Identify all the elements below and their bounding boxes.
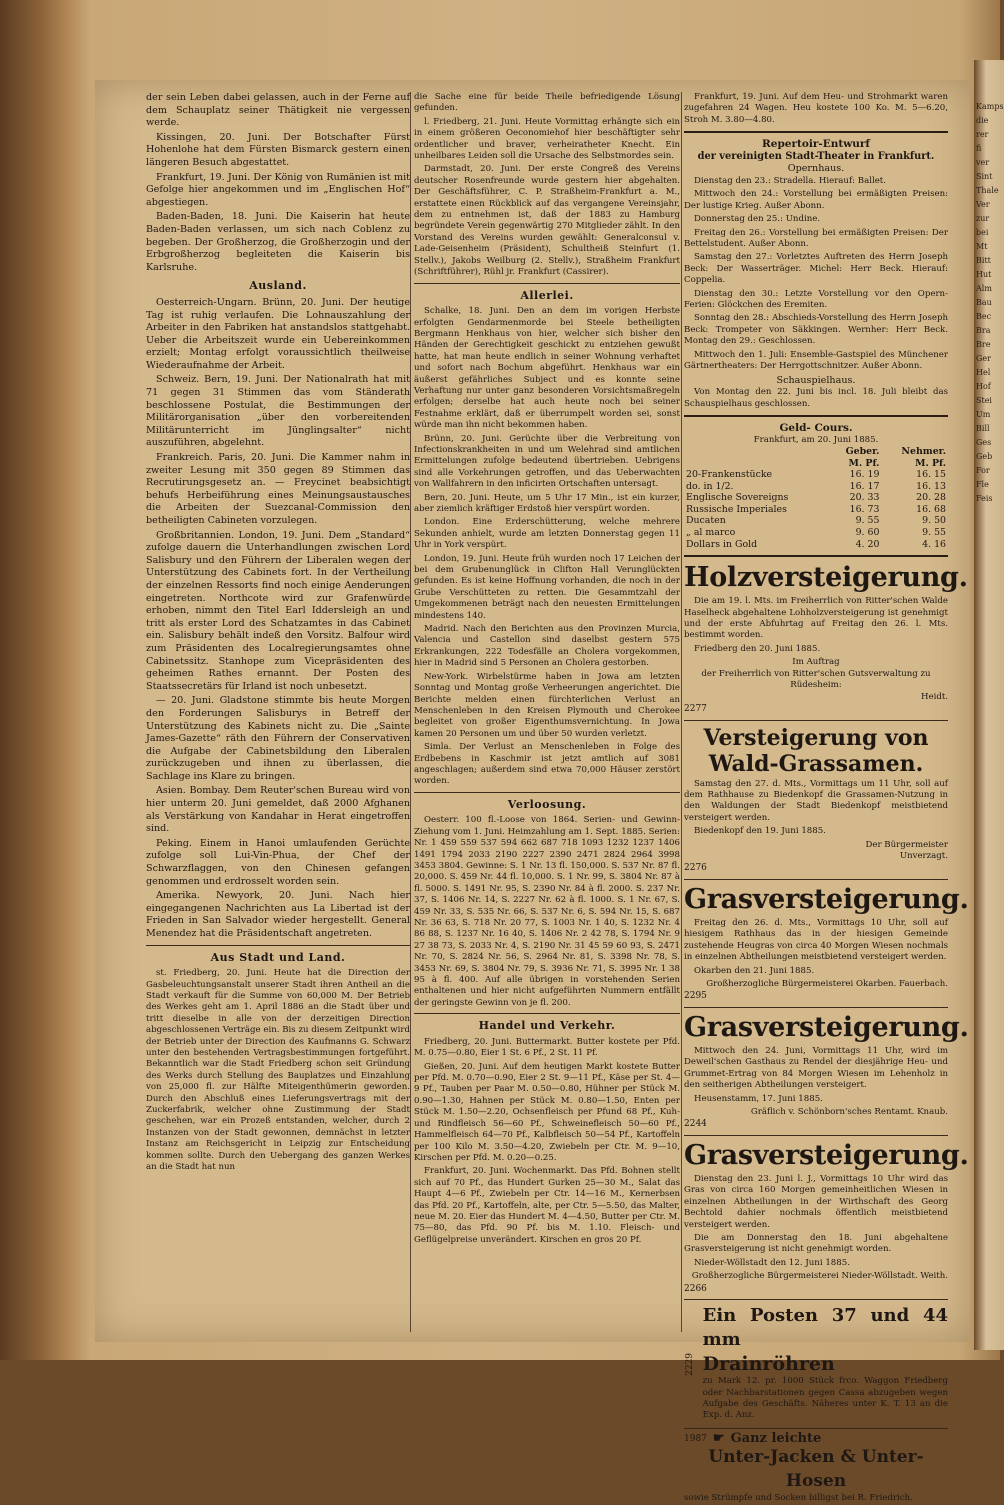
fragment: Ges <box>976 438 992 447</box>
ad-gras-1-title: Grasversteigerung. <box>684 883 969 915</box>
article-peking: Peking. Einem in Hanoi umlaufenden Gerüchte zufolge soll Lui-Vin-Phua, der Chef der Schwarzflaggen, von den Chinesen gefangen genommen und erdrosselt worden sein. <box>146 837 410 887</box>
section-title-verloosung: Verloosung. <box>507 797 587 811</box>
article-verloosung: Oesterr. 100 fl.-Loose von 1864. Serien- und Gewinn-Ziehung vom 1. Juni. Heimzahlung am 1. Sept. 1885. Serien: Nr. 1 459 559 537 594 662 687 718 1093 1232 1237 1406 1491 1794 2033 2190 2227 2390 2471 2824 2964 3998 3453 3804. Gewinne: S. 1 Nr. 13 fl. 150,000. S. 537 Nr. 87 fl. 20,000. S. 459 Nr. 44 fl. 10,000. S. 1 Nr. 99, S. 3804 Nr. 87 à fl. 5000. S. 1491 Nr. 95, S. 2390 Nr. 84 à fl. 2000. S. 237 Nr. 37, S. 1406 Nr. 14, S. 2227 Nr. 62 à fl. 1000. S. 1 Nr. 67, S. 459 Nr. 33, S. 535 Nr. 66, S. 537 Nr. 6, S. 594 Nr. 15, S. 687 Nr. 36 63, S. 718 Nr. 20 77, S. 1003 Nr. 1 40, S. 1232 Nr. 4 86 88, S. 1237 Nr. 16 40, S. 1406 Nr. 2 42 78, S. 1794 Nr. 9 27 38 73, S. 2033 Nr. 4, S. 2190 Nr. 31 45 59 60 93, S. 2471 Nr. 70, S. 2824 Nr. 56, S. 2964 Nr. 81, S. 3398 Nr. 78, S. 3453 Nr. 69, S. 3804 Nr. 79, S. 3936 Nr. 71, S. 3995 Nr. 1 38 95 à fl. 400. Auf alle übrigen in vorstehenden Serien enthaltenen und hier nicht aufgeführten Nummern entfällt der geringste Gewinn von je fl. 200. <box>414 815 680 1008</box>
ad-drain-text: zu Mark 12. pr. 1000 Stück frco. Waggon Friedberg oder Nachbarstationen gegen Cassa abzugeben wegen Aufgabe des Geschäfts. Näheres unter K. T. 13 an die Exp. d. Anz. <box>702 1376 948 1421</box>
divider <box>414 792 680 793</box>
ad-number: 2244 <box>684 1119 707 1130</box>
table-header-cell: Geber. <box>845 445 880 457</box>
article-schweiz: Schweiz. Bern, 19. Juni. Der Nationalrath hat mit 71 gegen 31 Stimmen das vom Ständerath beschlossene Postulat, die Bestimmungen der Militärorganisation „über den vorbereitenden Militärunterricht im Jünglingsalter“ nicht auszuführen, abgelehnt. <box>146 374 410 449</box>
table-cell: 4. 16 <box>922 538 946 550</box>
divider <box>684 720 948 721</box>
fragment: Hel <box>976 368 991 377</box>
table-units <box>684 458 948 470</box>
ad-jacken-headline: Unter-Jacken & Unter-Hosen <box>708 1447 924 1492</box>
ad-drain-headline: Ein Posten 37 und 44 mm <box>702 1305 948 1351</box>
divider <box>684 1007 948 1008</box>
section-title-allerlei: Allerlei. <box>520 288 574 302</box>
article-frankreich: Frankreich. Paris, 20. Juni. Die Kammer nahm in zweiter Lesung mit 350 gegen 89 Stimmen das Recrutirungsgesetz an. — Freycinet beabsichtigt behufs Herbeiführung eines Meinungsaustausches die Arbeiten der Suezcanal-Commission den betheiligten Cabineten vorzulegen. <box>146 452 410 526</box>
fragment: Feis <box>976 494 993 503</box>
geld-cours-title: Geld- Cours. <box>779 421 853 434</box>
article-friedberg-gas: st. Friedberg, 20. Juni. Heute hat die Direction der Gasbeleuchtungsanstalt unserer Stadt ihren Antheil an die Stadt verkauft für die Summe von 60,000 M. Der Betrieb des Werkes geht am 1. April 1886 an die Stadt über und tritt dieselbe in alle von der derzeitigen Direction abgeschlossenen Verträge ein. Bis zu diesem Zeitpunkt wird der Betrieb unter der Direction des Kaufmanns G. Schwarz unter den bestehenden Vertragsbestimmungen fortgeführt. Bekanntlich war die Stadt Friedberg schon seit Gründung des Werks durch Stellung des Bauplatzes und Einzahlung von 25,000 fl. zur Hälfte Miteigenthümerin geworden. Durch den Abschluß eines Lieferungsvertrags mit der Zuckerfabrik, welcher ohne Zustimmung der Stadt geschehen, war ein Prozeß entstanden, welcher, durch 2 Instanzen von der Stadt gewonnen, demnächst in letzter Instanz am Reichsgericht in Leipzig zur Entscheidung kommen sollte. Durch den Uebergang des ganzen Werkes an die Stadt hat nun <box>146 968 410 1173</box>
column-2 <box>414 92 680 1332</box>
article-newyork: New-York. Wirbelstürme haben in Jowa am letzten Sonntag und Montag große Verheerungen angerichtet. Die Berichte melden einen fürchterlichen Verlust an Menschenleben in den Kreisen Plymouth und Cherokee begleitet von großer Eigenthumsvernichtung. In Jowa kamen 20 Personen um und über 50 wurden verletzt. <box>414 671 680 739</box>
repertoir-subtitle: der vereinigten Stadt-Theater in Frankfurt. <box>697 150 935 162</box>
ad-drain-body <box>703 1304 948 1424</box>
table-header-cell <box>684 446 830 458</box>
table-cell: 20. 28 <box>916 492 946 504</box>
divider <box>684 1135 948 1136</box>
column-3 <box>684 92 969 1504</box>
ad-drain-headline-2: Drainröhren <box>702 1353 835 1376</box>
ad-gras-1-sign: Großherzogliche Bürgermeisterei Okarben. Fauerbach. <box>706 978 948 989</box>
table-cell: 20. 33 <box>849 492 880 504</box>
ad-number: 2277 <box>684 703 707 714</box>
article-asien: Asien. Bombay. Dem Reuter'schen Bureau wird von hier unterm 20. Juni gemeldet, daß 2000 Afghanen als Verstärkung von Kandahar in Herat eingetroffen sind. <box>146 785 410 835</box>
table-unit-cell: M. Pf. <box>915 457 946 469</box>
fragment: Fle <box>976 480 989 489</box>
table-cell: 16. 17 <box>849 480 880 492</box>
ad-gras-3-sign: Großherzogliche Bürgermeisterei Nieder-Wöllstadt. Weith. <box>691 1271 948 1282</box>
ad-drainroehren <box>684 1304 948 1424</box>
fragment: fi <box>976 144 982 153</box>
article-frankfurt: Frankfurt, 19. Juni. Der König von Rumänien ist mit Gefolge hier angekommen und im „Englischen Hof“ abgestiegen. <box>146 171 410 208</box>
divider <box>684 415 948 417</box>
table-cell: do. in 1/2. <box>686 480 734 492</box>
ad-gras-2-text: Mittwoch den 24. Juni, Vormittags 11 Uhr, wird im Deweil'schen Gasthaus zu Rendel der diesjährige Heu- und Grummet-Ertrag von 84 Morgen Wiesen im Lehenholz in den seitherigen Abtheilungen versteigert. <box>684 1045 948 1091</box>
article-frankfurt-heu: Frankfurt, 19. Juni. Auf dem Heu- und Strohmarkt waren zugefahren 24 Wagen. Heu kostete 100 Ko. M. 5—6.20, Stroh M. 3.80—4.80. <box>684 92 948 125</box>
fragment: Hut <box>976 270 992 279</box>
table-cell: Dollars in Gold <box>686 538 758 550</box>
table-unit-cell <box>684 458 830 470</box>
ad-wald-title: Versteigerung von Wald-Grassamen. <box>703 724 929 777</box>
ad-number: 2295 <box>684 991 707 1002</box>
table-header-cell: Nehmer. <box>901 445 946 457</box>
article-madrid: Madrid. Nach den Berichten aus den Provinzen Murcia, Valencia und Castellon sind daselbst gestern 575 Erkrankungen, 222 Todesfälle an Cholera vorgekommen, hier in Madrid sind 5 Personen an Cholera gestorben. <box>414 624 680 669</box>
table-header <box>684 446 948 458</box>
table-row <box>684 481 948 493</box>
ad-number: 1987 <box>684 1433 707 1444</box>
ad-holz-sign-2: der Freiherrlich von Ritter'schen Gutsverwaltung zu Rüdesheim: <box>701 668 931 691</box>
table-cell: 16. 68 <box>916 503 946 515</box>
section-title-ausland: Ausland. <box>249 279 307 293</box>
ad-holz-sign-1: Im Auftrag <box>792 657 840 668</box>
article-intro-2: die Sache eine für beide Theile befriedigende Lösung gefunden. <box>414 92 680 114</box>
article-friedberg-21: l. Friedberg, 21. Juni. Heute Vormittag erhängte sich ein in einem größeren Oeconomiehof hier beschäftigter sehr ordentlicher und braver, verheiratheter Knecht. Ein unheilbares Leiden soll die Ursache des Selbstmordes sein. <box>414 116 680 162</box>
column-rule-2 <box>681 92 682 1332</box>
ad-gras-3-text: Dienstag den 23. Juni l. J., Vormittags 10 Uhr wird das Gras von circa 160 Morgen gemeinheitlichen Wiesen in einzelnen Abtheilungen in der Wirthschaft des Georg Bechtold dahier nochmals öffentlich meistbietend versteigert werden. <box>684 1174 948 1230</box>
column-rule-1 <box>410 92 411 1332</box>
divider <box>684 879 948 880</box>
divider <box>414 1013 680 1014</box>
article-gladstone: — 20. Juni. Gladstone stimmte bis heute Morgen den Forderungen Salisburys in Betreff der Unterstützung des Kabinets nicht zu. Die „Sainte James-Gazette“ räth den Führern der Conservativen die Aufgabe der Cabinetsbildung den Liberalen zurückzugeben und ihnen zu überlassen, die Sachlage ins Klare zu bringen. <box>146 695 410 782</box>
schauspielhaus-heading: Schauspielhaus. <box>776 374 856 386</box>
table-row <box>684 515 948 527</box>
fragment: Hof <box>976 382 991 391</box>
opern-entry: Mittwoch den 1. Juli: Ensemble-Gastspiel des Münchener Gärtnertheaters: Der Herrgottschnitzer. Außer Abonn. <box>684 349 948 372</box>
table-row <box>684 539 948 551</box>
ad-gras-2-date: Heusenstamm, 17. Juni 1885. <box>694 1093 823 1104</box>
table-unit-cell: M. Pf. <box>848 457 880 469</box>
fragment: Kamps <box>976 102 1004 111</box>
fragment: ver <box>976 158 990 167</box>
article-giessen-markt: Gießen, 20. Juni. Auf dem heutigen Markt kostete Butter per Pfd. M. 0.70—0.90, Eier 2 St. 9—11 Pf., Käse per St. 4—9 Pf., Tauben per Paar M. 0.50—0.80, Hühner per Stück M. 0.90—1.30, Hahnen per Stück M. 0.80—1.50, Enten per Stück M. 1.50—2.20, Ochsenfleisch per Pfund 68 Pf., Kuh- und Rindfleisch 56—60 Pf., Schweinefleisch 50—60 Pf., Hammelfleisch 64—70 Pf., Kalbfleisch 50—54 Pf., Kartoffeln per 100 Kilo M. 3.50—4.20, Zwiebeln per Ctr. M. 9—10, Kirschen per Pfd. M. 0.20—0.25. <box>414 1061 680 1163</box>
ad-wald-text: Samstag den 27. d. Mts., Vormittags um 11 Uhr, soll auf dem Rathhause zu Biedenkopf die Grassamen-Nutzung in den Waldungen der Stadt Biedenkopf meistbietend versteigert werden. <box>684 778 948 823</box>
ad-jacken-lead-row <box>684 1430 948 1446</box>
table-row <box>684 469 948 481</box>
article-london-1: London. Eine Erderschütterung, welche mehrere Sekunden anhielt, wurde am letzten Donnerstag gegen 11 Uhr in York verspürt. <box>414 517 680 551</box>
article-grossbritannien: Großbritannien. London, 19. Juni. Dem „Standard“ zufolge dauern die Unterhandlungen zwischen Lord Salisbury und den Führern der Liberalen wegen der Unterstützung des Cabinets fort. In der Vertheilung der einzelnen Ressorts find noch einige Aenderungen eingetreten. Northcote wird zur Grafenwürde erhoben, nimmt den Titel Earl Iddersleigh an und tritt als erster Lord des Schatzamtes in das Cabinet ein. Salisbury behält indeß den Vorsitz. Balfour wird zum Präsidenten des Localregierungsamtes ohne Cabinetssitz. Stanhope zum Vicepräsidenten des geheimen Rathes ernannt. Der Posten des Staatssecretärs für Irland ist noch unbesetzt. <box>146 529 410 692</box>
table-cell: 16. 73 <box>849 503 880 515</box>
divider <box>684 1299 948 1300</box>
fragment: Bill <box>976 424 990 433</box>
article-oesterreich: Oesterreich-Ungarn. Brünn, 20. Juni. Der heutige Tag ist ruhig verlaufen. Die Lohnauszahlung der Arbeiter in den Fabriken hat anstandslos stattgehabt. Ueber die Arbeitszeit wurde ein Uebereinkommen erzielt; Montag erfolgt voraussichtlich theilweise Wiederaufnahme der Arbeit. <box>146 296 410 371</box>
divider <box>684 555 948 557</box>
article-bern: Bern, 20. Juni. Heute, um 5 Uhr 17 Min., ist ein kurzer, aber ziemlich kräftiger Erdstoß hier verspürt worden. <box>414 492 680 514</box>
table-cell: 20-Frankenstücke <box>686 469 773 481</box>
ad-jacken-lead: Ganz leichte <box>730 1430 822 1446</box>
opern-entry: Sonntag den 28.: Abschieds-Vorstellung des Herrn Joseph Beck: Trompeter von Säkkingen. Wernher: Herr Beck. Montag den 29.: Geschlossen. <box>684 313 948 347</box>
section-title-stadt-land: Aus Stadt und Land. <box>210 950 346 964</box>
table-cell: 4. 20 <box>855 538 880 550</box>
section-title-handel: Handel und Verkehr. <box>478 1019 616 1033</box>
article-frankfurt-markt: Frankfurt, 20. Juni. Wochenmarkt. Das Pfd. Bohnen stellt sich auf 70 Pf., das Hundert Gurken 25—30 M., Salat das Haupt 4—6 Pf., Zwiebeln per Ctr. 14—16 M., Kernerbsen das Pfd. 20 Pf., Kartoffeln, alte, per Ctr. 5—5.50, das Malter, neue M. 20. Eier das Hundert M. 4—4.50, Butter per Ctr. M. 75—80, das Pfd. 90 Pf. bis M. 1.10. Fleisch- und Geflügelpreise unverändert. Kirschen en gros 20 Pf. <box>414 1166 680 1245</box>
ad-holz-title: Holzversteigerung. <box>684 562 968 594</box>
fragment: rer <box>976 130 989 139</box>
fragment: bei <box>976 228 989 237</box>
opernhaus-heading: Opernhaus. <box>787 163 845 175</box>
article-friedberg-markt: Friedberg, 20. Juni. Buttermarkt. Butter kostete per Pfd. M. 0.75—0.80, Eier 1 St. 6 Pf., 2 St. 11 Pf. <box>414 1036 680 1059</box>
article-bruenn: Brünn, 20. Juni. Gerüchte über die Verbreitung von Infectionskrankheiten in und um Welehrad sind amtlichen Ermittelungen zufolge bedeutend übertrieben. Uebrigens sind alle Vorkehrungen getroffen, und das Ueberwachten von Wallfahrern in den inficirten Ortschaften untersagt. <box>414 433 680 490</box>
pointing-hand-icon: ☛ <box>712 1430 725 1446</box>
fragment: zur <box>976 214 990 223</box>
ad-number: 2266 <box>684 1283 707 1294</box>
ad-gras-3-text-2: Die am Donnerstag den 18. Juni abgehaltene Grasversteigerung ist nicht genehmigt worden. <box>684 1233 948 1255</box>
opern-entry: Dienstag den 30.: Letzte Vorstellung vor den Opern-Ferien: Glöckchen des Eremiten. <box>684 288 948 311</box>
ad-gras-1-text: Freitag den 26. d. Mts., Vormittags 10 Uhr, soll auf hiesigem Rathhaus das in der hiesigen Gemeinde zustehende Heugras von circa 40 Morgen Wiesen nochmals in einzelnen Abtheilungen meistbietend versteigert werden. <box>684 917 948 963</box>
ad-number: 2276 <box>684 863 707 874</box>
table-row <box>684 492 948 504</box>
table-cell: 16. 13 <box>916 480 946 492</box>
article-schalke: Schalke, 18. Juni. Den an dem im vorigen Herbste erfolgten Gendarmenmorde bei Steele betheiligten Bergmann Henkhaus von hier, welcher sich bisher den Händen der Gerechtigkeit geschickt zu entziehen gewußt hatte, hat man heute endlich in seiner Wohnung verhaftet und sofort nach Bochum abgeführt. Henkhaus war ein äußerst gefährliches Subject und es konnte seine Verhaftung nur unter ganz besonderen Vorsichtsmaßregeln erfolgen; derselbe hat auch heute noch bei seiner Festnahme erklärt, daß er überrumpelt worden sei, sonst würde man ihn nicht bekommen haben. <box>414 306 680 431</box>
fragment: Bre <box>976 340 991 349</box>
table-cell: 16. 19 <box>849 469 880 481</box>
ad-wald-date: Biedenkopf den 19. Juni 1885. <box>694 826 826 837</box>
ad-number-vertical: 2229 <box>685 1352 695 1376</box>
table-cell: Russische Imperiales <box>686 503 787 515</box>
fragment: Bau <box>976 298 992 307</box>
fragment: die <box>976 116 989 125</box>
table-cell: „ al marco <box>686 527 736 539</box>
table-row <box>684 504 948 516</box>
article-london-2: London, 19. Juni. Heute früh wurden noch 17 Leichen der bei dem Grubenunglück in Clifton Hall Verunglückten gefunden. Es ist keine Hoffnung vorhanden, die noch in der Grube Verschütteten zu retten. Die Gesammtzahl der Umgekommenen beträgt nach den neuesten Ermittelungen mindestens 140. <box>414 553 680 621</box>
opern-list <box>684 176 948 373</box>
table-cell: 16. 15 <box>916 469 946 481</box>
table-cell: 9. 55 <box>855 515 880 527</box>
table-cell: Ducaten <box>686 515 726 527</box>
article-amerika: Amerika. Newyork, 20. Juni. Nach hier eingegangenen Nachrichten aus La Libertad ist der Frieden in San Salvador wieder hergestellt. General Menendez hat die Präsidentschaft angetreten. <box>146 890 410 939</box>
ad-holz-text: Die am 19. l. Mts. im Freiherrlich von Ritter'schen Walde Haselheck abgehaltene Lohholzversteigerung ist genehmigt und der erste Abfuhrtag auf Freitag den 26. l. Mts. bestimmt worden. <box>684 596 948 641</box>
fragment: Geb <box>976 452 993 461</box>
fragment: Bitt <box>976 256 991 265</box>
schauspiel-note: Von Montag den 22. Juni bis incl. 18. Juli bleibt das Schauspielhaus geschlossen. <box>684 387 948 409</box>
article-baden: Baden-Baden, 18. Juni. Die Kaiserin hat heute Baden-Baden verlassen, um sich nach Coblenz zu begeben. Der Großherzog, die Großherzogin und der Erbgroßherzog begleiteten die Kaiserin bis Karlsruhe. <box>146 211 410 273</box>
ad-gras-3-title: Grasversteigerung. <box>684 1140 969 1171</box>
article-kissingen: Kissingen, 20. Juni. Der Botschafter Fürst Hohenlohe hat dem Fürsten Bismarck gestern einen längeren Besuch abgestattet. <box>146 131 410 168</box>
ad-holz-sign-3: Heidt. <box>920 691 948 702</box>
fragment: For <box>976 466 990 475</box>
fragment: Ver <box>976 200 990 209</box>
fragment: Thale <box>976 186 999 195</box>
ad-gras-2-sign: Gräflich v. Schönborn'sches Rentamt. Knaub. <box>750 1107 948 1117</box>
opern-entry: Freitag den 26.: Vorstellung bei ermäßigten Preisen: Der Bettelstudent. Außer Abonn. <box>684 227 948 250</box>
divider <box>684 131 948 133</box>
fragment: Bec <box>976 312 992 321</box>
article-simla: Simla. Der Verlust an Menschenleben in Folge des Erdbebens in Kaschmir ist jetzt amtlich auf 3081 angeschlagen; außerdem sind etwa 70,000 Häuser zerstört worden. <box>414 742 680 787</box>
table-cell: Englische Sovereigns <box>686 492 789 504</box>
article-intro: der sein Leben dabei gelassen, auch in der Ferne auf dem Schauplatz seiner Thätigkeit nie vergessen werde. <box>146 92 410 129</box>
fragment: Ger <box>976 354 991 363</box>
opern-entry: Donnerstag den 25.: Undine. <box>694 214 821 225</box>
opern-entry: Dienstag den 23.: Stradella. Hierauf: Ballet. <box>694 176 886 186</box>
opern-entry: Mittwoch den 24.: Vorstellung bei ermäßigten Preisen: Der lustige Krieg. Außer Abonn. <box>684 189 948 211</box>
fragment: Alm <box>976 284 992 293</box>
fragment: Stei <box>976 396 992 405</box>
article-darmstadt: Darmstadt, 20. Juni. Der erste Congreß des Vereins deutscher Rosenfreunde wurde gestern hier abgehalten. Der Geschäftsführer, C. P. Straßheim-Frankfurt a. M., erstattete einen Rückblick auf das vergangene Vereinsjahr, dem zu entnehmen ist, daß der 1883 zu Hamburg begründete Verein gegenwärtig 270 Mitglieder zählt. In den Vorstand des Vereins wurden gewählt: Generalconsul v. Lade-Geisenheim (Präsident), Schultheiß Steinfurt (1. Stellv.), Jakobs Weilburg (2. Stellv.), Straßheim Frankfurt (Schriftführer), Rühl jr. Frankfurt (Cassirer). <box>414 164 680 278</box>
ad-wald-sign-1: Der Bürgermeister <box>865 839 948 850</box>
column-1 <box>146 92 410 1342</box>
exchange-rate-table <box>684 446 948 550</box>
fragment: Bra <box>976 326 991 335</box>
ad-gras-3-date: Nieder-Wöllstadt den 12. Juni 1885. <box>694 1257 850 1268</box>
ad-wald-sign-2: Unverzagt. <box>899 850 948 861</box>
fragment: Sint <box>976 172 993 181</box>
ad-gras-1-date: Okarben den 21. Juni 1885. <box>694 965 815 976</box>
next-page-fragments <box>976 100 1004 1340</box>
ad-gras-2-title: Grasversteigerung. <box>684 1011 969 1043</box>
ad-holz-date: Friedberg den 20. Juni 1885. <box>694 643 821 654</box>
fragment: Mt <box>976 242 988 251</box>
divider <box>146 945 410 946</box>
divider <box>414 283 680 284</box>
table-cell: 9. 60 <box>855 527 880 539</box>
table-cell: 9. 50 <box>922 515 946 527</box>
opern-entry: Samstag den 27.: Vorletztes Auftreten des Herrn Joseph Beck: Der Wasserträger. Michel: Herr Beck. Hierauf: Coppelia. <box>684 252 948 286</box>
table-row <box>684 527 948 539</box>
table-cell: 9. 55 <box>922 527 946 539</box>
divider <box>684 1428 948 1429</box>
fragment: Um <box>976 410 991 419</box>
repertoir-title: Repertoir-Entwurf <box>762 138 870 151</box>
ad-jacken-text: sowie Strümpfe und Socken billigst bei R. Friedrich. <box>684 1493 913 1504</box>
geld-cours-date: Frankfurt, am 20. Juni 1885. <box>753 434 879 445</box>
